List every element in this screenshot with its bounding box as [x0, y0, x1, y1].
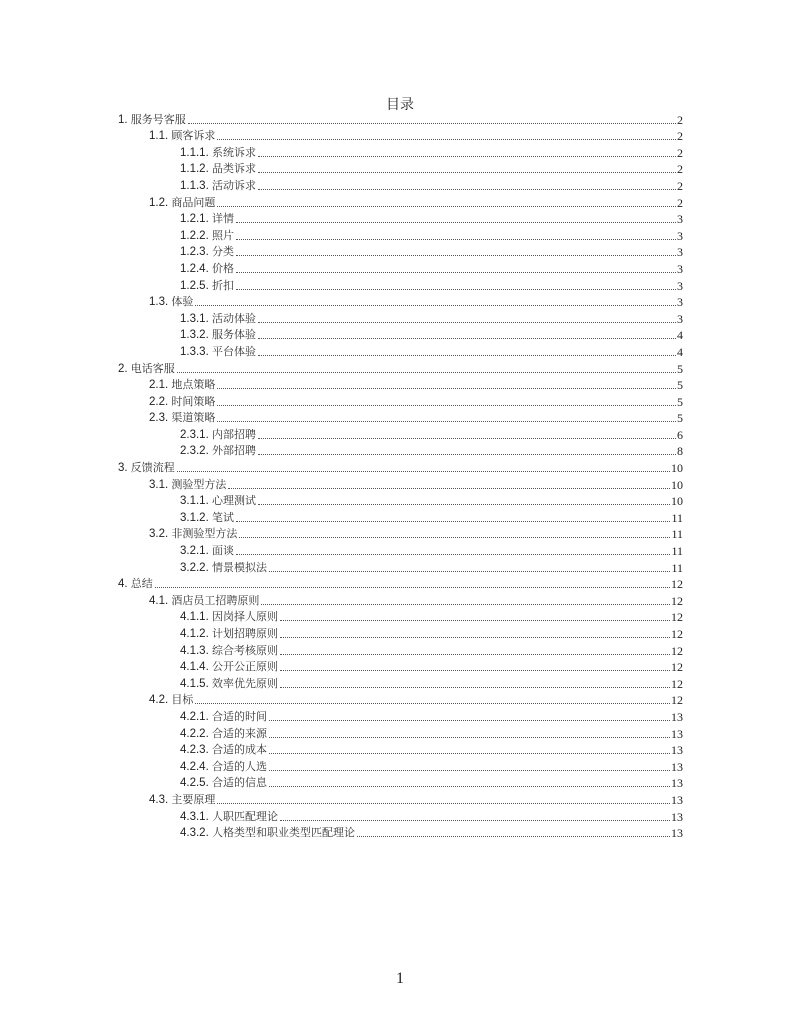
- dot-leader: [280, 620, 670, 621]
- toc-entry-text: 服务体验: [211, 328, 256, 342]
- toc-entry-page: 8: [677, 444, 683, 459]
- dot-leader: [236, 239, 676, 240]
- toc-entry-page: 13: [671, 809, 683, 824]
- toc-entry-page: 3: [677, 311, 683, 326]
- toc-entry-label: [180, 261, 234, 277]
- toc-entry-label: [180, 643, 278, 659]
- toc-entry-number: 1.2.4.: [180, 262, 209, 275]
- dot-leader: [280, 654, 670, 655]
- toc-entry-text: 活动体验: [211, 311, 256, 325]
- toc-entry-page: 4: [677, 344, 683, 359]
- dot-leader: [269, 571, 670, 572]
- toc-entry-label: [180, 775, 267, 791]
- toc-entry-page: 13: [671, 792, 683, 807]
- toc-entry-number: 4.: [118, 578, 128, 591]
- toc-entry[interactable]: [118, 559, 683, 576]
- dot-leader: [280, 820, 670, 821]
- dot-leader: [269, 753, 670, 754]
- toc-entry-label: [180, 311, 256, 327]
- toc-entry-text: 时间策略: [171, 394, 216, 408]
- toc-entry-text: 折扣: [211, 278, 234, 292]
- toc-entry-text: 测验型方法: [171, 477, 227, 491]
- toc-entry-label: [149, 410, 215, 426]
- toc-entry[interactable]: [118, 476, 683, 493]
- toc-entry-page: 11: [671, 510, 683, 525]
- toc-entry-text: 渠道策略: [171, 411, 216, 425]
- toc-entry-number: 1.: [118, 113, 128, 126]
- toc-entry-label: [180, 493, 256, 509]
- dot-leader: [217, 139, 676, 140]
- toc-entry-number: 1.2.1.: [180, 213, 209, 226]
- toc-entry-label: [180, 211, 234, 227]
- toc-entry-label: [118, 361, 175, 377]
- toc-entry-number: 3.2.1.: [180, 545, 209, 558]
- toc-entry[interactable]: [118, 294, 683, 311]
- toc-entry-label: [180, 278, 234, 294]
- toc-entry-number: 2.1.: [149, 379, 169, 392]
- toc-entry-label: [180, 427, 256, 443]
- toc-entry-text: 系统诉求: [211, 145, 256, 159]
- dot-leader: [269, 720, 670, 721]
- toc-entry[interactable]: [118, 227, 683, 244]
- toc-entry-page: 12: [671, 610, 683, 625]
- toc-entry-page: 3: [677, 212, 683, 227]
- toc-entry-label: [149, 692, 193, 708]
- toc-entry-number: 1.2.5.: [180, 279, 209, 292]
- toc-entry-label: [149, 195, 215, 211]
- toc-entry-page: 11: [671, 527, 683, 542]
- toc-entry-number: 4.2.1.: [180, 710, 209, 723]
- dot-leader: [258, 189, 676, 190]
- toc-entry-label: [180, 543, 234, 559]
- toc-entry-number: 1.2.: [149, 196, 169, 209]
- toc-entry-page: 12: [671, 676, 683, 691]
- toc-entry-label: [149, 394, 215, 410]
- toc-entry[interactable]: [118, 459, 683, 476]
- toc-entry-page: 2: [677, 145, 683, 160]
- toc-entry[interactable]: [118, 128, 683, 145]
- toc-entry-page: 6: [677, 427, 683, 442]
- toc-entry[interactable]: [118, 244, 683, 261]
- toc-entry-number: 4.2.2.: [180, 727, 209, 740]
- toc-entry-label: [180, 825, 355, 841]
- toc-entry-text: 面谈: [211, 544, 234, 558]
- toc-entry-page: 2: [677, 178, 683, 193]
- toc-entry-text: 公开公正原则: [211, 660, 278, 674]
- toc-entry-number: 4.2.: [149, 694, 169, 707]
- dot-leader: [357, 836, 670, 837]
- toc-entry-label: [180, 178, 256, 194]
- toc-entry-text: 人职匹配理论: [211, 809, 278, 823]
- toc-entry[interactable]: [118, 808, 683, 825]
- toc-entry-label: [149, 792, 215, 808]
- toc-entry-page: 12: [671, 577, 683, 592]
- dot-leader: [258, 338, 676, 339]
- toc-entry[interactable]: [118, 194, 683, 211]
- toc-entry-label: [180, 145, 256, 161]
- toc-entry-label: [149, 593, 259, 609]
- toc-entry[interactable]: [118, 111, 683, 128]
- toc-entry[interactable]: [118, 161, 683, 178]
- toc-entry-page: 10: [671, 494, 683, 509]
- toc-entry-label: [180, 161, 256, 177]
- dot-leader: [177, 372, 676, 373]
- toc-entry-label: [149, 526, 237, 542]
- toc-entry-text: 分类: [211, 245, 234, 259]
- toc-entry-text: 效率优先原则: [211, 676, 278, 690]
- dot-leader: [217, 388, 676, 389]
- toc-entry-label: [118, 576, 153, 592]
- toc-entry-number: 4.2.4.: [180, 760, 209, 773]
- toc-entry-label: [180, 228, 234, 244]
- toc-entry-label: [149, 377, 215, 393]
- toc-entry[interactable]: [118, 377, 683, 394]
- dot-leader: [258, 355, 676, 356]
- dot-leader: [236, 272, 676, 273]
- toc-entry-number: 2.3.1.: [180, 428, 209, 441]
- dot-leader: [217, 421, 676, 422]
- toc-entry-label: [180, 809, 278, 825]
- toc-entry-text: 照片: [211, 228, 234, 242]
- toc-entry-text: 内部招聘: [211, 427, 256, 441]
- toc-entry-page: 12: [671, 693, 683, 708]
- toc-entry-label: [180, 609, 278, 625]
- toc-entry-label: [118, 460, 175, 476]
- toc-entry-text: 详情: [211, 212, 234, 226]
- dot-leader: [217, 206, 676, 207]
- toc-entry-number: 4.1.4.: [180, 661, 209, 674]
- toc-entry-label: [180, 244, 234, 260]
- toc-entry-label: [180, 759, 267, 775]
- toc-entry-label: [180, 742, 267, 758]
- toc-entry[interactable]: [118, 742, 683, 759]
- toc-entry-page: 5: [677, 361, 683, 376]
- toc-entry-number: 3.: [118, 462, 128, 475]
- toc-entry[interactable]: [118, 277, 683, 294]
- toc-entry-text: 总结: [130, 577, 153, 591]
- toc-entry-number: 1.2.2.: [180, 229, 209, 242]
- toc-entry-page: 10: [671, 477, 683, 492]
- toc-entry-page: 12: [671, 643, 683, 658]
- dot-leader: [258, 454, 676, 455]
- dot-leader: [280, 637, 670, 638]
- toc-entry-text: 反馈流程: [130, 461, 175, 475]
- toc-entry-page: 11: [671, 544, 683, 559]
- toc-entry-text: 主要原理: [171, 792, 216, 806]
- dot-leader: [269, 786, 670, 787]
- toc-entry-text: 合适的来源: [211, 726, 267, 740]
- toc-entry[interactable]: [118, 310, 683, 327]
- toc-title: 目录: [386, 97, 414, 113]
- toc-entry-number: 1.3.1.: [180, 312, 209, 325]
- toc-entry-label: [180, 344, 256, 360]
- toc-entry-text: 人格类型和职业类型匹配理论: [211, 826, 355, 840]
- toc-entry-page: 12: [671, 660, 683, 675]
- toc-entry-text: 合适的人选: [211, 759, 267, 773]
- dot-leader: [258, 438, 676, 439]
- toc-entry-label: [180, 709, 267, 725]
- toc-entry-text: 综合考核原则: [211, 643, 278, 657]
- dot-leader: [269, 737, 670, 738]
- toc-entry-label: [180, 443, 256, 459]
- toc-entry-number: 3.1.1.: [180, 495, 209, 508]
- toc-entry[interactable]: [118, 327, 683, 344]
- dot-leader: [269, 770, 670, 771]
- toc-entry-number: 1.2.3.: [180, 246, 209, 259]
- toc-entry[interactable]: [118, 343, 683, 360]
- dot-leader: [236, 289, 676, 290]
- toc-entry-label: [149, 128, 215, 144]
- toc-entry-page: 3: [677, 295, 683, 310]
- toc-entry-number: 2.: [118, 362, 128, 375]
- dot-leader: [280, 670, 670, 671]
- toc-entry-page: 13: [671, 826, 683, 841]
- toc-entry-number: 2.3.: [149, 412, 169, 425]
- toc-entry-number: 4.1.1.: [180, 611, 209, 624]
- toc-entry-text: 商品问题: [171, 195, 216, 209]
- toc-entry-page: 3: [677, 245, 683, 260]
- toc-entry-text: 笔试: [211, 510, 234, 524]
- toc-entry-page: 5: [677, 411, 683, 426]
- toc-entry-page: 2: [677, 195, 683, 210]
- toc-entry-label: [180, 560, 267, 576]
- toc-entry-number: 1.1.2.: [180, 163, 209, 176]
- dot-leader: [188, 123, 676, 124]
- toc-entry[interactable]: [118, 609, 683, 626]
- toc-entry[interactable]: [118, 642, 683, 659]
- toc-entry-page: 5: [677, 378, 683, 393]
- toc-entry-page: 2: [677, 112, 683, 127]
- toc-entry-number: 1.3.3.: [180, 345, 209, 358]
- toc-entry-page: 13: [671, 709, 683, 724]
- toc-entry[interactable]: [118, 211, 683, 228]
- toc-entry[interactable]: [118, 775, 683, 792]
- dot-leader: [258, 504, 670, 505]
- toc-entry-page: 12: [671, 593, 683, 608]
- toc-entry-page: 5: [677, 394, 683, 409]
- toc-entry-page: 3: [677, 261, 683, 276]
- toc-entry-text: 合适的信息: [211, 776, 267, 790]
- toc-entry[interactable]: [118, 426, 683, 443]
- toc-entry[interactable]: [118, 360, 683, 377]
- toc-entry[interactable]: [118, 410, 683, 427]
- page-number: 1: [396, 970, 404, 987]
- toc-entry-page: 12: [671, 627, 683, 641]
- dot-leader: [280, 687, 670, 688]
- toc-entry-number: 3.2.2.: [180, 561, 209, 574]
- toc-entry[interactable]: [118, 625, 683, 642]
- toc-entry-number: 4.1.3.: [180, 644, 209, 657]
- dot-leader: [258, 322, 676, 323]
- toc-entry[interactable]: [118, 592, 683, 609]
- dot-leader: [239, 537, 670, 538]
- toc-entry-text: 因岗择人原则: [211, 610, 278, 624]
- toc-entry[interactable]: [118, 725, 683, 742]
- toc-entry-number: 1.3.2.: [180, 329, 209, 342]
- dot-leader: [236, 222, 676, 223]
- toc-entry[interactable]: [118, 825, 683, 842]
- toc-entry-text: 非测验型方法: [171, 527, 238, 541]
- toc-entry-number: 4.2.5.: [180, 777, 209, 790]
- toc-entry[interactable]: [118, 708, 683, 725]
- toc-entry-text: 心理测试: [211, 494, 256, 508]
- toc-entry[interactable]: [118, 509, 683, 526]
- toc-entry-number: 2.2.: [149, 395, 169, 408]
- toc-entry-label: [180, 327, 256, 343]
- toc-entry-number: 3.2.: [149, 528, 169, 541]
- dot-leader: [217, 405, 676, 406]
- toc-entry-number: 4.1.5.: [180, 677, 209, 690]
- toc-entry-page: 2: [677, 129, 683, 144]
- toc-entry-text: 合适的成本: [211, 743, 267, 757]
- dot-leader: [258, 172, 676, 173]
- toc-entry-label: [149, 294, 193, 310]
- dot-leader: [195, 703, 670, 704]
- toc-entry-label: [118, 112, 186, 128]
- dot-leader: [228, 488, 670, 489]
- toc-entry-text: 电话客服: [130, 361, 175, 375]
- toc-entry-page: 3: [677, 228, 683, 243]
- toc-entry-page: 4: [677, 328, 683, 343]
- toc-entry-number: 1.1.1.: [180, 146, 209, 159]
- toc-entry[interactable]: [118, 526, 683, 543]
- dot-leader: [236, 255, 676, 256]
- dot-leader: [236, 554, 670, 555]
- toc-entry[interactable]: [118, 675, 683, 692]
- toc-entry-number: 1.3.: [149, 296, 169, 309]
- toc-entry[interactable]: [118, 260, 683, 277]
- table-of-contents: [118, 111, 683, 841]
- toc-entry-text: 合适的时间: [211, 709, 267, 723]
- dot-leader: [177, 471, 670, 472]
- toc-entry-label: [180, 726, 267, 742]
- toc-entry-text: 外部招聘: [211, 444, 256, 458]
- toc-entry[interactable]: [118, 791, 683, 808]
- toc-entry[interactable]: [118, 177, 683, 194]
- toc-entry-label: [180, 510, 234, 526]
- toc-entry-number: 3.1.: [149, 478, 169, 491]
- toc-entry[interactable]: [118, 542, 683, 559]
- toc-entry-number: 4.3.: [149, 793, 169, 806]
- toc-entry-page: 13: [671, 759, 683, 774]
- toc-entry-page: 10: [671, 461, 683, 476]
- toc-entry-text: 价格: [211, 261, 234, 275]
- toc-entry-label: [180, 676, 278, 692]
- toc-entry-text: 服务号客服: [130, 112, 186, 126]
- toc-entry-page: 11: [671, 560, 683, 575]
- toc-entry-number: 4.1.2.: [180, 628, 209, 640]
- dot-leader: [195, 305, 676, 306]
- toc-entry-text: 目标: [171, 693, 194, 707]
- toc-entry-number: 4.2.3.: [180, 744, 209, 757]
- toc-entry-text: 情景模拟法: [211, 560, 267, 574]
- toc-entry-text: 顾客诉求: [171, 129, 216, 143]
- dot-leader: [258, 156, 676, 157]
- toc-entry-number: 4.3.2.: [180, 827, 209, 840]
- dot-leader: [261, 604, 670, 605]
- dot-leader: [155, 587, 670, 588]
- toc-entry-number: 4.1.: [149, 594, 169, 607]
- toc-entry[interactable]: [118, 393, 683, 410]
- toc-entry[interactable]: [118, 758, 683, 775]
- toc-entry-text: 体验: [171, 295, 194, 309]
- toc-entry-text: 品类诉求: [211, 162, 256, 176]
- toc-entry-page: 13: [671, 726, 683, 741]
- toc-entry[interactable]: [118, 144, 683, 161]
- toc-entry-number: 2.3.2.: [180, 445, 209, 458]
- toc-entry-text: 计划招聘原则: [211, 627, 278, 640]
- toc-entry-number: 1.1.: [149, 130, 169, 143]
- toc-entry-text: 地点策略: [171, 378, 216, 392]
- toc-entry-page: 13: [671, 776, 683, 791]
- toc-entry-page: 13: [671, 743, 683, 758]
- toc-entry-number: 3.1.2.: [180, 511, 209, 524]
- toc-entry-label: [149, 477, 226, 493]
- toc-entry[interactable]: [118, 692, 683, 709]
- toc-entry[interactable]: [118, 493, 683, 510]
- toc-entry-number: 4.3.1.: [180, 810, 209, 823]
- toc-entry-text: 活动诉求: [211, 178, 256, 192]
- toc-entry[interactable]: [118, 443, 683, 460]
- toc-entry-text: 平台体验: [211, 344, 256, 358]
- toc-entry-text: 酒店员工招聘原则: [171, 593, 260, 607]
- toc-entry-page: 3: [677, 278, 683, 293]
- dot-leader: [217, 803, 670, 804]
- toc-entry-number: 1.1.3.: [180, 179, 209, 192]
- toc-entry-label: [180, 626, 278, 642]
- toc-entry[interactable]: [118, 659, 683, 676]
- toc-entry-page: 2: [677, 162, 683, 177]
- toc-entry-label: [180, 659, 278, 675]
- toc-entry[interactable]: [118, 576, 683, 593]
- dot-leader: [236, 521, 670, 522]
